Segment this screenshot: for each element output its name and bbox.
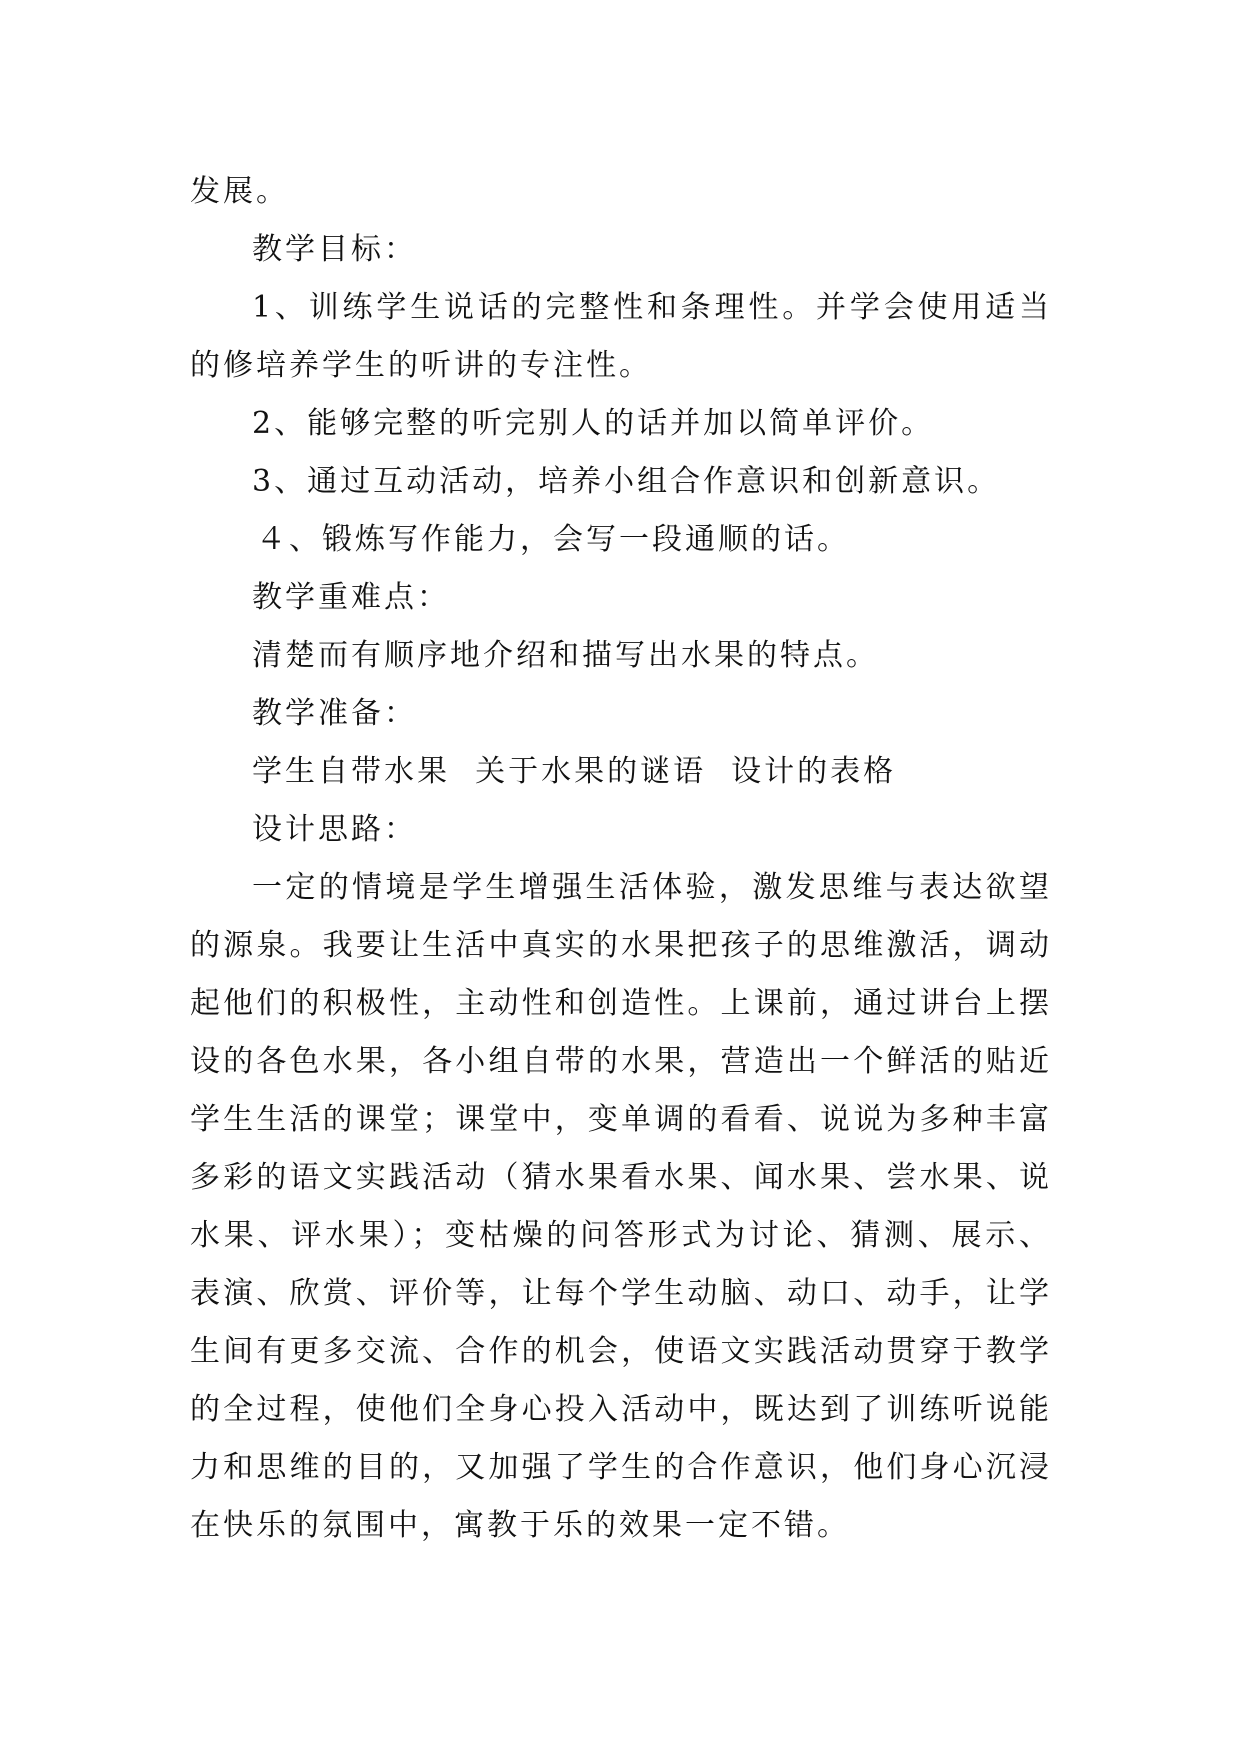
heading-teaching-goals: 教学目标： (252, 232, 417, 267)
goal-item-1: 1、训练学生说话的完整性和条理性。并学会使用适当的修培养学生的听讲的专注性。 (190, 290, 1052, 383)
design-ideas-paragraph: 一定的情境是学生增强生活体验，激发思维与表达欲望的源泉。我要让生活中真实的水果把孩子的思维激活，调动起他们的积极性，主动性和创造性。上课前，通过讲台上摆设的各色水果，各小组自带的水果，营造出一个鲜活的贴近学生生活的课堂；课堂中，变单调的看看、说说为多种丰富多彩的语文实践活动（猜水果看水果、闻水果、尝水果、说水果、评水果）；变枯燥的问答形式为讨论、猜测、展示、表演、欣赏、评价等，让每个学生动脑、动口、动手，让学生间有更多交流、合作的机会，使语文实践活动贯穿于教学的全过程，使他们全身心投入活动中，既达到了训练听说能力和思维的目的，又加强了学生的合作意识，他们身心沉浸在快乐的氛围中，寓教于乐的效果一定不错。 (190, 870, 1052, 1543)
document-body (190, 163, 1052, 1555)
heading-preparation: 教学准备： (252, 696, 417, 731)
continuation-line: 发展。 (190, 174, 289, 209)
heading-design-ideas: 设计思路： (252, 812, 417, 847)
goal-item-3: 3、通过互动活动，培养小组合作意识和创新意识。 (252, 464, 1001, 499)
key-difficulties-text: 清楚而有顺序地介绍和描写出水果的特点。 (252, 638, 879, 673)
heading-key-difficulties: 教学重难点： (252, 580, 450, 615)
preparation-text: 学生自带水果 关于水果的谜语 设计的表格 (252, 754, 897, 789)
goal-item-4: ４、锻炼写作能力，会写一段通顺的话。 (256, 522, 850, 557)
goal-item-2: 2、能够完整的听完别人的话并加以简单评价。 (252, 406, 935, 441)
